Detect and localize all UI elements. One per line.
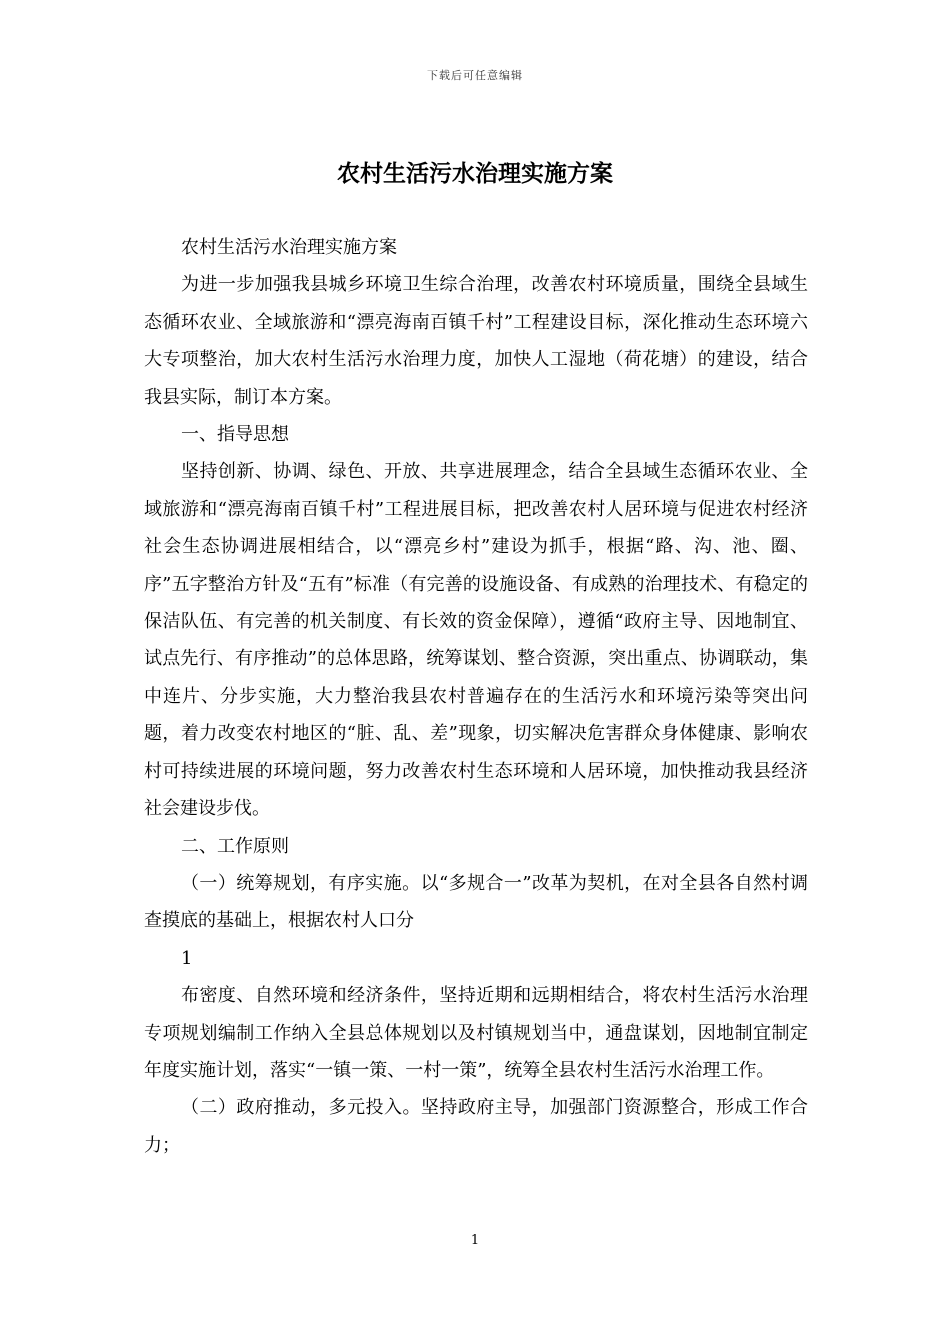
paragraph-intro: 为进一步加强我县城乡环境卫生综合治理，改善农村环境质量，围绕全县域生态循环农业、全域旅游和“漂亮海南百镇千村”工程建设目标，深化推动生态环境六大专项整治，加大农村生活污水治理力度，加快人工湿地（荷花塘）的建设，结合我县实际，制订本方案。 (144, 274, 808, 408)
paragraph-subtitle: 农村生活污水治理实施方案 (181, 237, 397, 258)
document-body (144, 229, 808, 1164)
document-title: 农村生活污水治理实施方案 (337, 161, 613, 187)
section-heading-work-principles: 二、工作原则 (181, 835, 289, 857)
section-heading-guiding-ideology: 一、指导思想 (181, 424, 289, 446)
paragraph-principle-2: （二）政府推动，多元投入。坚持政府主导，加强部门资源整合，形成工作合力； (144, 1097, 808, 1156)
paragraph-principle-1-start: （一）统筹规划，有序实施。以“多规合一”改革为契机，在对全县各自然村调查摸底的基础上，根据农村人口分 (144, 872, 808, 932)
page-number: 1 (470, 1233, 480, 1248)
page-header-note: 下载后可任意编辑 (427, 69, 523, 82)
inline-page-marker: 1 (181, 947, 193, 969)
paragraph-principle-1-cont: 布密度、自然环境和经济条件，坚持近期和远期相结合，将农村生活污水治理专项规划编制工作纳入全县总体规划以及村镇规划当中，通盘谋划，因地制宜制定年度实施计划，落实“一镇一策、一村一策”，统筹全县农村生活污水治理工作。 (144, 985, 808, 1081)
paragraph-guiding-ideology: 坚持创新、协调、绿色、开放、共享进展理念，结合全县域生态循环农业、全域旅游和“漂亮海南百镇千村”工程进展目标，把改善农村人居环境与促进农村经济社会生态协调进展相结合，以“漂亮乡村”建设为抓手，根据“路、沟、池、圈、序”五字整治方针及“五有”标准（有完善的设施设备、有成熟的治理技术、有稳定的保洁队伍、有完善的机关制度、有长效的资金保障），遵循“政府主导、因地制宜、试点先行、有序推动”的总体思路，统筹谋划、整合资源，突出重点、协调联动，集中连片、分步实施，大力整治我县农村普遍存在的生活污水和环境污染等突出问题，着力改变农村地区的“脏、乱、差”现象，切实解决危害群众身体健康、影响农村可持续进展的环境问题，努力改善农村生态环境和人居环境，加快推动我县经济社会建设步伐。 (144, 461, 808, 820)
